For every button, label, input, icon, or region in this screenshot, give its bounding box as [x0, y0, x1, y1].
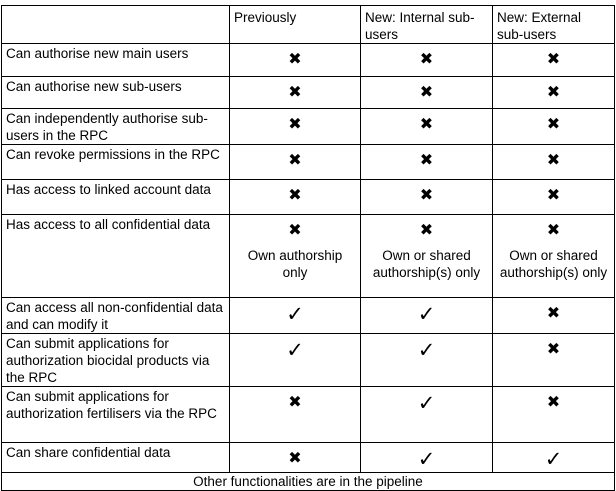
cross-icon: ✖ [546, 150, 561, 169]
permission-cell [230, 44, 361, 77]
feature-label: Can access all non-confidential data and can modify it [2, 298, 230, 334]
check-icon: ✓ [417, 447, 436, 471]
cross-icon: ✖ [288, 392, 302, 411]
footer-note: Other functionalities are in the pipeline [2, 473, 615, 491]
authorship-note: Own or shared authorship(s) only [499, 248, 608, 280]
check-icon: ✓ [417, 391, 436, 415]
permission-cell [230, 443, 361, 473]
permission-cell [493, 180, 615, 215]
feature-label: Can submit applications for authorization fertilisers via the RPC [2, 387, 230, 443]
cross-icon: ✖ [419, 49, 434, 68]
permissions-table-body [2, 6, 615, 491]
table-row [2, 109, 615, 145]
permission-cell [493, 298, 615, 334]
header-external-sub-users: New: External sub-users [493, 6, 615, 44]
check-icon: ✓ [417, 338, 436, 362]
permission-cell [361, 145, 493, 180]
cross-icon: ✖ [288, 220, 302, 239]
header-previously: Previously [230, 6, 361, 44]
cross-icon: ✖ [546, 49, 561, 68]
permission-cell [230, 109, 361, 145]
permission-cell [493, 145, 615, 180]
cross-icon: ✖ [288, 150, 302, 169]
permission-cell [361, 109, 493, 145]
feature-label: Can independently authorise sub-users in the RPC [2, 109, 230, 145]
table-row [2, 145, 615, 180]
feature-label: Can share confidential data [2, 443, 230, 473]
feature-label: Can authorise new main users [2, 44, 230, 77]
permission-cell [361, 443, 493, 473]
permission-cell [230, 145, 361, 180]
permission-cell [493, 215, 615, 298]
table-row [2, 215, 615, 298]
feature-label: Has access to linked account data [2, 180, 230, 215]
permission-cell [230, 77, 361, 109]
feature-label: Can authorise new sub-users [2, 77, 230, 109]
feature-label: Has access to all confidential data [2, 215, 230, 298]
table-row [2, 77, 615, 109]
check-icon: ✓ [286, 338, 304, 362]
permission-cell [493, 443, 615, 473]
permission-cell [361, 180, 493, 215]
cross-icon: ✖ [288, 82, 302, 101]
cross-icon: ✖ [288, 185, 302, 204]
cross-icon: ✖ [419, 220, 434, 239]
table-row [2, 180, 615, 215]
header-row [2, 6, 615, 44]
table-row [2, 387, 615, 443]
cross-icon: ✖ [546, 82, 561, 101]
permission-cell [230, 180, 361, 215]
check-icon: ✓ [544, 447, 563, 471]
permission-cell [361, 387, 493, 443]
permission-cell [230, 298, 361, 334]
cross-icon: ✖ [546, 303, 561, 322]
check-icon: ✓ [286, 302, 304, 326]
permission-cell [361, 298, 493, 334]
permission-cell [230, 215, 361, 298]
permissions-table [1, 5, 615, 491]
permission-cell [361, 77, 493, 109]
permission-cell [493, 334, 615, 387]
table-row [2, 298, 615, 334]
permission-cell [493, 77, 615, 109]
authorship-note: Own or shared authorship(s) only [372, 248, 481, 280]
permission-cell [493, 109, 615, 145]
table-row [2, 443, 615, 473]
cross-icon: ✖ [288, 49, 302, 68]
cross-icon: ✖ [419, 82, 434, 101]
feature-label: Can submit applications for authorization biocidal products via the RPC [2, 334, 230, 387]
permission-cell [361, 215, 493, 298]
cross-icon: ✖ [288, 448, 302, 467]
check-icon: ✓ [417, 302, 436, 326]
cross-icon: ✖ [546, 220, 561, 239]
cross-icon: ✖ [419, 150, 434, 169]
cross-icon: ✖ [546, 392, 561, 411]
permission-cell [361, 334, 493, 387]
permission-cell [230, 334, 361, 387]
cross-icon: ✖ [288, 114, 302, 133]
footer-row [2, 473, 615, 491]
cross-icon: ✖ [419, 114, 434, 133]
cross-icon: ✖ [546, 114, 561, 133]
permission-cell [493, 44, 615, 77]
cross-icon: ✖ [419, 185, 434, 204]
header-internal-sub-users: New: Internal sub-users [361, 6, 493, 44]
cross-icon: ✖ [546, 185, 561, 204]
table-row [2, 44, 615, 77]
authorship-note: Own authorship only [247, 248, 343, 280]
permission-cell [493, 387, 615, 443]
feature-label: Can revoke permissions in the RPC [2, 145, 230, 180]
header-empty-cell [2, 6, 230, 44]
cross-icon: ✖ [546, 339, 561, 358]
permission-cell [361, 44, 493, 77]
table-row [2, 334, 615, 387]
permission-cell [230, 387, 361, 443]
